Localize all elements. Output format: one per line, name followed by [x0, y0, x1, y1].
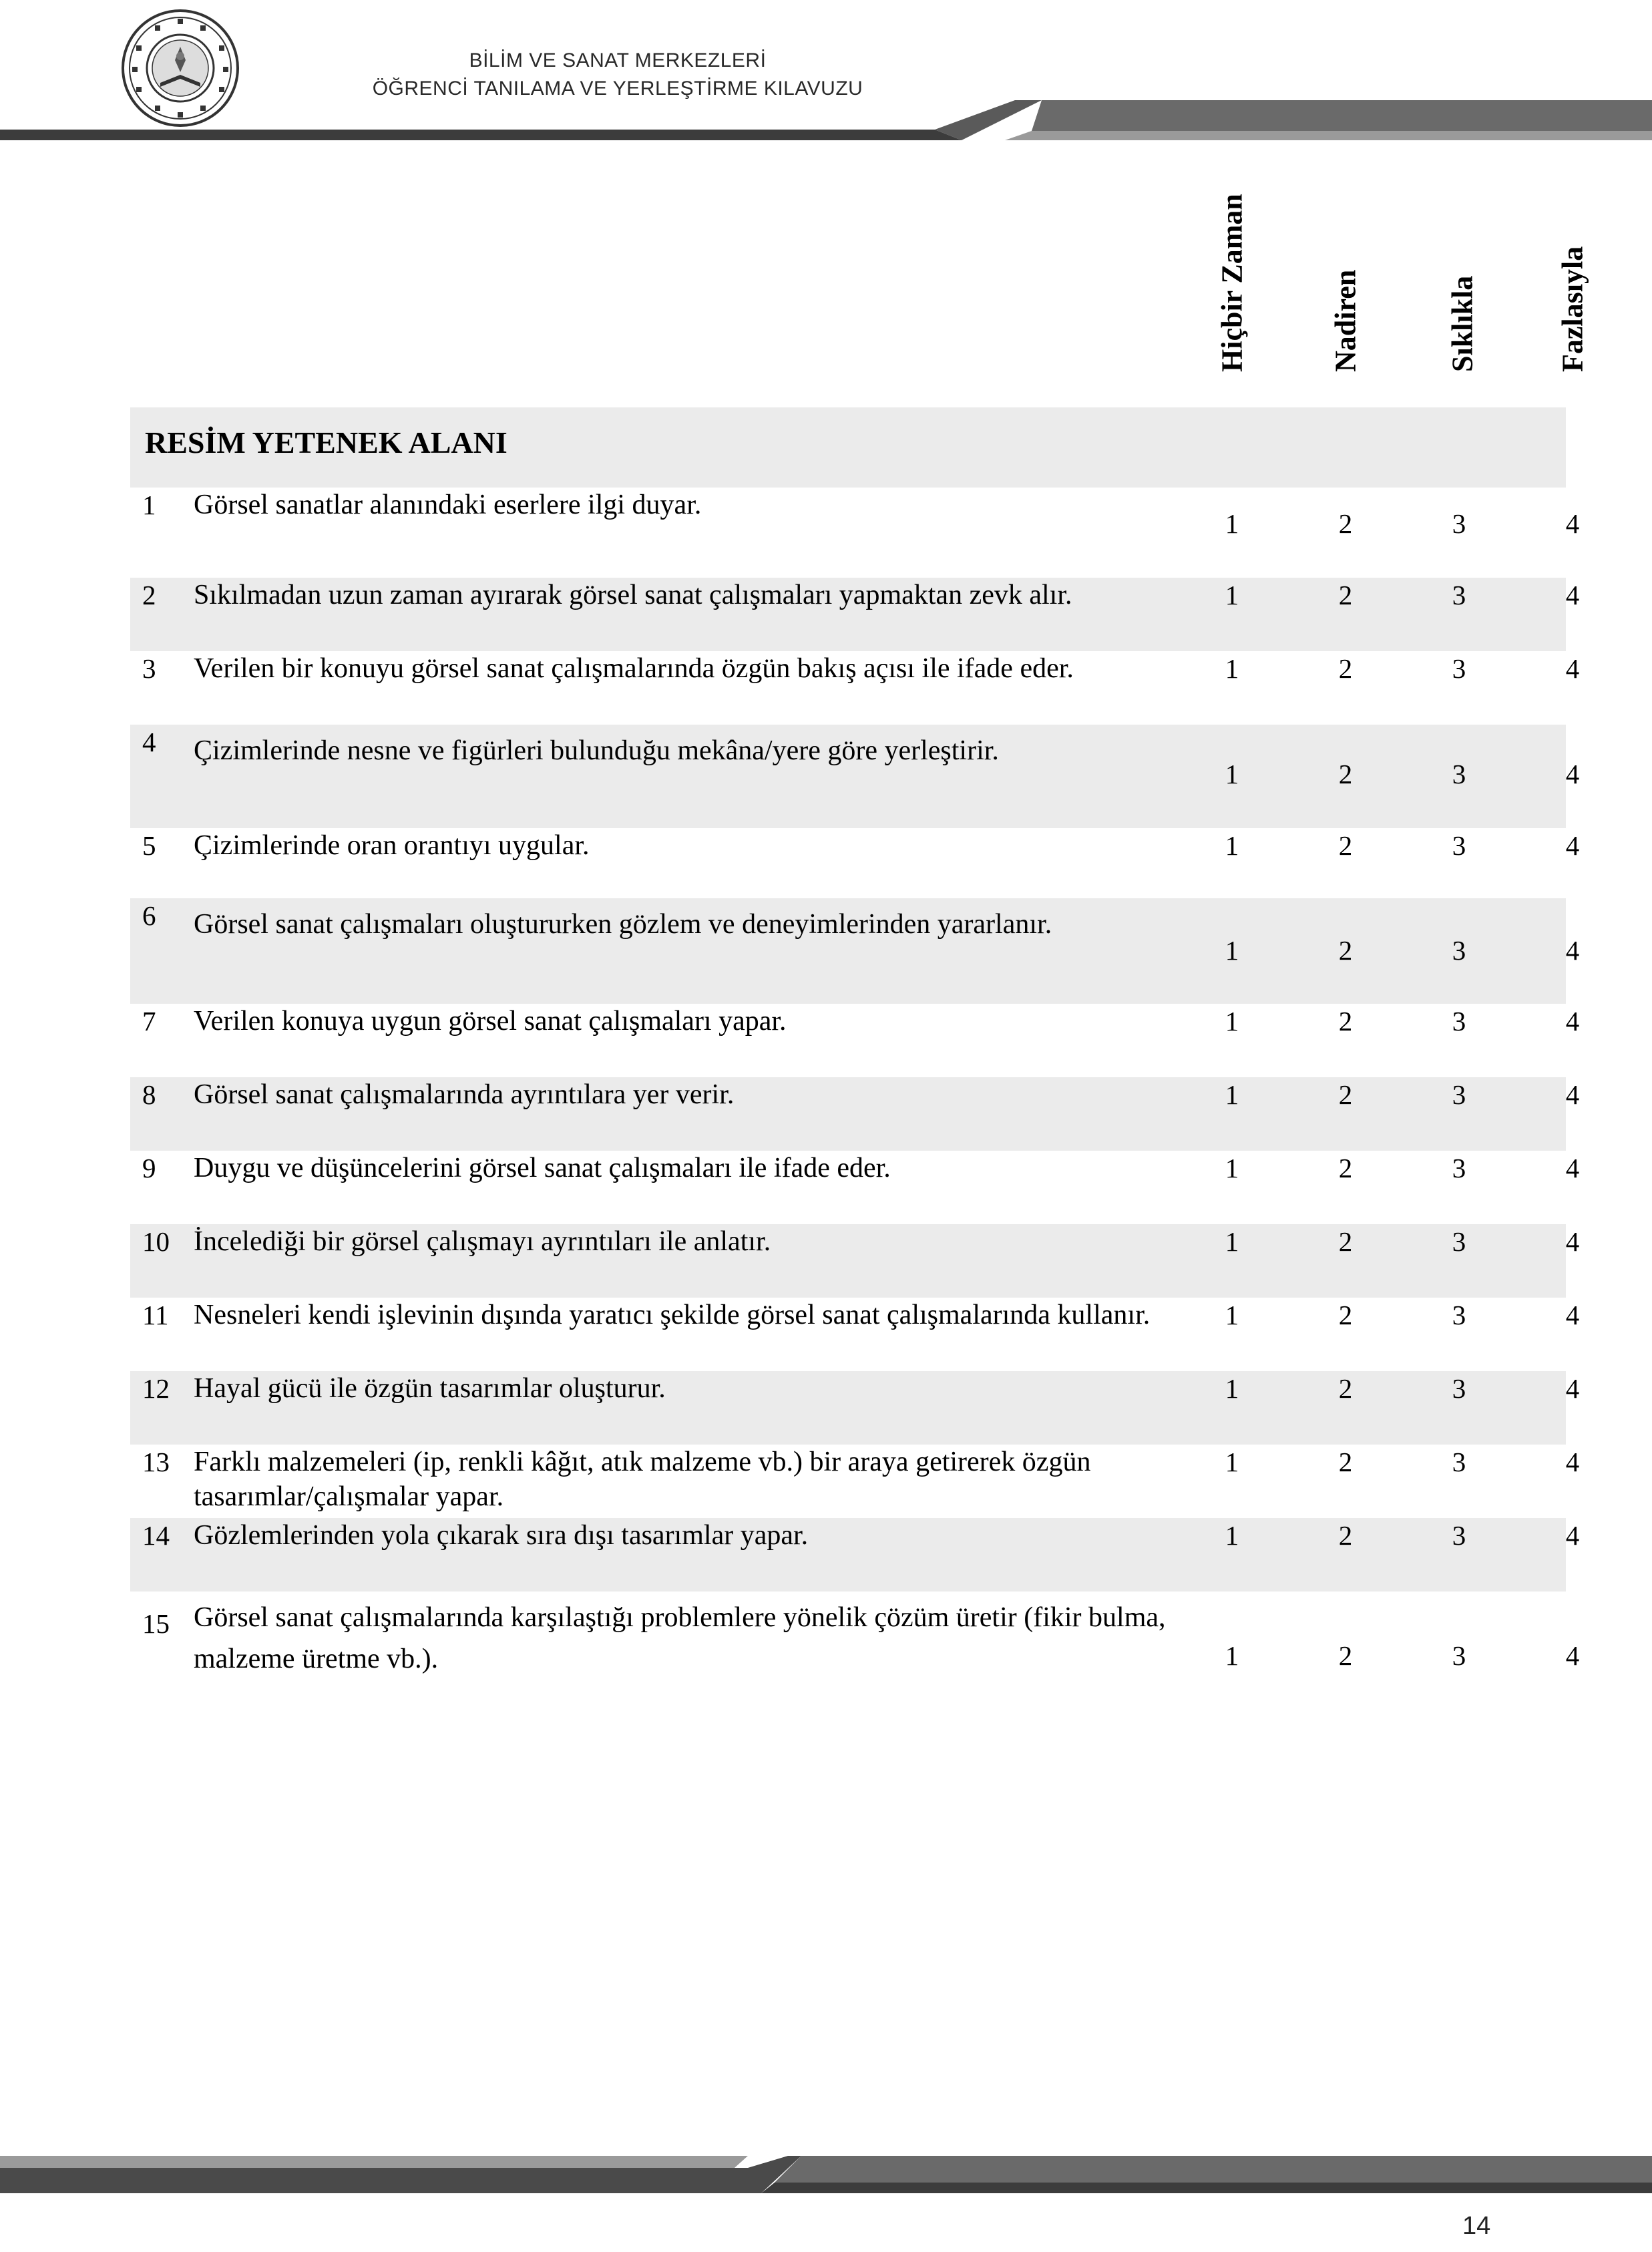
table-row — [130, 1298, 1580, 1371]
column-header-rarely: Nadiren — [1329, 269, 1362, 372]
rating-scale — [1175, 1004, 1629, 1039]
rating-option-2[interactable]: 2 — [1338, 1373, 1353, 1404]
rating-scale — [1175, 1638, 1629, 1673]
item-statement: Görsel sanatlar alanındaki eserlere ilgi duyar. — [194, 490, 702, 520]
item-rows — [130, 488, 1580, 1685]
rating-option-4[interactable]: 4 — [1565, 1079, 1580, 1110]
table-row — [130, 651, 1580, 725]
rating-option-1[interactable]: 1 — [1225, 1226, 1239, 1257]
rating-option-4[interactable]: 4 — [1565, 830, 1580, 861]
rating-scale — [1175, 1298, 1629, 1332]
header-line-1: BİLİM VE SANAT MERKEZLERİ — [469, 49, 767, 71]
rating-option-3[interactable]: 3 — [1452, 759, 1466, 789]
table-row — [130, 828, 1580, 898]
item-statement: Görsel sanat çalışmalarında karşılaştığı problemlere yönelik çözüm üretir (fikir bulma, malzeme üretme vb.). — [194, 1602, 1166, 1674]
page-number: 14 — [1462, 2212, 1491, 2240]
rating-option-3[interactable]: 3 — [1452, 1520, 1466, 1551]
item-statement: Hayal gücü ile özgün tasarımlar oluşturur. — [194, 1373, 666, 1404]
rating-option-3[interactable]: 3 — [1452, 830, 1466, 861]
rating-scale — [1175, 578, 1629, 612]
rating-option-2[interactable]: 2 — [1338, 1640, 1353, 1671]
item-number: 6 — [142, 900, 156, 931]
rating-option-2[interactable]: 2 — [1338, 653, 1353, 684]
header-title — [361, 47, 875, 103]
rating-option-4[interactable]: 4 — [1565, 580, 1580, 610]
rating-option-2[interactable]: 2 — [1338, 935, 1353, 966]
rating-scale — [1175, 1518, 1629, 1553]
footer-decorative-band — [0, 2156, 1652, 2193]
rating-option-2[interactable]: 2 — [1338, 1153, 1353, 1183]
rating-option-3[interactable]: 3 — [1452, 1373, 1466, 1404]
rating-option-4[interactable]: 4 — [1565, 1153, 1580, 1183]
rating-option-2[interactable]: 2 — [1338, 580, 1353, 610]
rating-option-1[interactable]: 1 — [1225, 1006, 1239, 1037]
rating-option-3[interactable]: 3 — [1452, 1300, 1466, 1330]
item-statement: İncelediği bir görsel çalışmayı ayrıntıları ile anlatır. — [194, 1226, 771, 1257]
rating-scale — [1175, 1224, 1629, 1259]
rating-option-1[interactable]: 1 — [1225, 759, 1239, 789]
table-row — [130, 1151, 1580, 1224]
item-number: 11 — [142, 1300, 169, 1330]
rating-option-3[interactable]: 3 — [1452, 935, 1466, 966]
rating-option-3[interactable]: 3 — [1452, 580, 1466, 610]
rating-option-3[interactable]: 3 — [1452, 1006, 1466, 1037]
rating-option-2[interactable]: 2 — [1338, 1447, 1353, 1477]
rating-option-2[interactable]: 2 — [1338, 1006, 1353, 1037]
rating-option-3[interactable]: 3 — [1452, 1226, 1466, 1257]
rating-option-1[interactable]: 1 — [1225, 1640, 1239, 1671]
rating-option-4[interactable]: 4 — [1565, 1300, 1580, 1330]
rating-option-3[interactable]: 3 — [1452, 1153, 1466, 1183]
header-line-2: ÖĞRENCİ TANILAMA VE YERLEŞTİRME KILAVUZU — [372, 77, 863, 100]
rating-option-4[interactable]: 4 — [1565, 508, 1580, 539]
rating-option-2[interactable]: 2 — [1338, 830, 1353, 861]
rating-option-4[interactable]: 4 — [1565, 1640, 1580, 1671]
column-headers — [130, 194, 1589, 421]
item-statement: Çizimlerinde oran orantıyı uygular. — [194, 830, 590, 861]
item-number: 15 — [142, 1608, 170, 1639]
rating-option-1[interactable]: 1 — [1225, 1153, 1239, 1183]
item-number: 9 — [142, 1153, 156, 1183]
rating-scale — [1175, 1077, 1629, 1112]
rating-option-3[interactable]: 3 — [1452, 1640, 1466, 1671]
rating-option-4[interactable]: 4 — [1565, 653, 1580, 684]
table-row — [130, 1371, 1580, 1445]
rating-option-3[interactable]: 3 — [1452, 653, 1466, 684]
table-row — [130, 1004, 1580, 1077]
rating-option-2[interactable]: 2 — [1338, 1300, 1353, 1330]
item-number: 1 — [142, 490, 156, 520]
rating-option-2[interactable]: 2 — [1338, 1226, 1353, 1257]
rating-option-1[interactable]: 1 — [1225, 653, 1239, 684]
item-number: 8 — [142, 1079, 156, 1110]
rating-scale — [1175, 1445, 1629, 1479]
rating-scale — [1175, 757, 1629, 791]
item-number: 12 — [142, 1373, 170, 1404]
rating-option-3[interactable]: 3 — [1452, 508, 1466, 539]
section-header-row — [130, 407, 1566, 488]
assessment-table — [130, 194, 1589, 1685]
rating-option-2[interactable]: 2 — [1338, 508, 1353, 539]
rating-option-1[interactable]: 1 — [1225, 508, 1239, 539]
table-row — [130, 1224, 1580, 1298]
table-row — [130, 1591, 1580, 1685]
item-statement: Görsel sanat çalışmaları oluştururken gözlem ve deneyimlerinden yararlanır. — [194, 909, 1052, 940]
page-header — [0, 0, 1652, 144]
rating-option-3[interactable]: 3 — [1452, 1079, 1466, 1110]
rating-scale — [1175, 1151, 1629, 1185]
rating-option-4[interactable]: 4 — [1565, 935, 1580, 966]
column-header-never: Hiçbir Zaman — [1215, 194, 1249, 372]
item-number: 3 — [142, 653, 156, 684]
table-row — [130, 1518, 1580, 1591]
rating-option-2[interactable]: 2 — [1338, 1520, 1353, 1551]
rating-option-1[interactable]: 1 — [1225, 580, 1239, 610]
section-title: RESİM YETENEK ALANI — [145, 425, 507, 459]
table-row — [130, 725, 1580, 828]
rating-scale — [1175, 506, 1629, 541]
rating-option-1[interactable]: 1 — [1225, 1520, 1239, 1551]
table-row — [130, 578, 1580, 651]
rating-option-4[interactable]: 4 — [1565, 759, 1580, 789]
table-row — [130, 1077, 1580, 1151]
rating-scale — [1175, 828, 1629, 863]
column-header-often: Sıklıkla — [1446, 275, 1479, 372]
header-decorative-band — [0, 100, 1652, 140]
table-row — [130, 488, 1580, 578]
item-statement: Sıkılmadan uzun zaman ayırarak görsel sanat çalışmaları yapmaktan zevk alır. — [194, 580, 1072, 610]
rating-option-1[interactable]: 1 — [1225, 830, 1239, 861]
table-row — [130, 898, 1580, 1004]
rating-scale — [1175, 651, 1629, 686]
item-statement: Çizimlerinde nesne ve figürleri bulunduğu mekâna/yere göre yerleştirir. — [194, 735, 999, 766]
item-statement: Duygu ve düşüncelerini görsel sanat çalışmaları ile ifade eder. — [194, 1153, 891, 1183]
column-header-very-often: Fazlasıyla — [1556, 246, 1589, 372]
item-number: 5 — [142, 830, 156, 861]
rating-option-1[interactable]: 1 — [1225, 1079, 1239, 1110]
rating-option-3[interactable]: 3 — [1452, 1447, 1466, 1477]
rating-scale — [1175, 1371, 1629, 1406]
item-number: 10 — [142, 1226, 170, 1257]
item-number: 7 — [142, 1006, 156, 1037]
item-statement: Farklı malzemeleri (ip, renkli kâğıt, atık malzeme vb.) bir araya getirerek özgün tasarımlar/çalışmalar yapar. — [194, 1447, 1091, 1512]
item-number: 2 — [142, 580, 156, 610]
item-number: 4 — [142, 727, 156, 757]
rating-option-1[interactable]: 1 — [1225, 935, 1239, 966]
rating-option-4[interactable]: 4 — [1565, 1006, 1580, 1037]
item-statement: Görsel sanat çalışmalarında ayrıntılara yer verir. — [194, 1079, 735, 1110]
rating-option-2[interactable]: 2 — [1338, 759, 1353, 789]
item-number: 14 — [142, 1520, 170, 1551]
rating-option-2[interactable]: 2 — [1338, 1079, 1353, 1110]
rating-option-4[interactable]: 4 — [1565, 1226, 1580, 1257]
rating-scale — [1175, 933, 1629, 968]
rating-option-4[interactable]: 4 — [1565, 1373, 1580, 1404]
item-statement: Gözlemlerinden yola çıkarak sıra dışı tasarımlar yapar. — [194, 1520, 809, 1551]
rating-option-1[interactable]: 1 — [1225, 1300, 1239, 1330]
item-statement: Verilen konuya uygun görsel sanat çalışmaları yapar. — [194, 1006, 787, 1037]
item-number: 13 — [142, 1447, 170, 1477]
rating-option-1[interactable]: 1 — [1225, 1373, 1239, 1404]
rating-option-1[interactable]: 1 — [1225, 1447, 1239, 1477]
rating-option-4[interactable]: 4 — [1565, 1520, 1580, 1551]
rating-option-4[interactable]: 4 — [1565, 1447, 1580, 1477]
item-statement: Nesneleri kendi işlevinin dışında yaratıcı şekilde görsel sanat çalışmalarında kullanır. — [194, 1300, 1151, 1330]
table-row — [130, 1445, 1580, 1518]
item-statement: Verilen bir konuyu görsel sanat çalışmalarında özgün bakış açısı ile ifade eder. — [194, 653, 1074, 684]
